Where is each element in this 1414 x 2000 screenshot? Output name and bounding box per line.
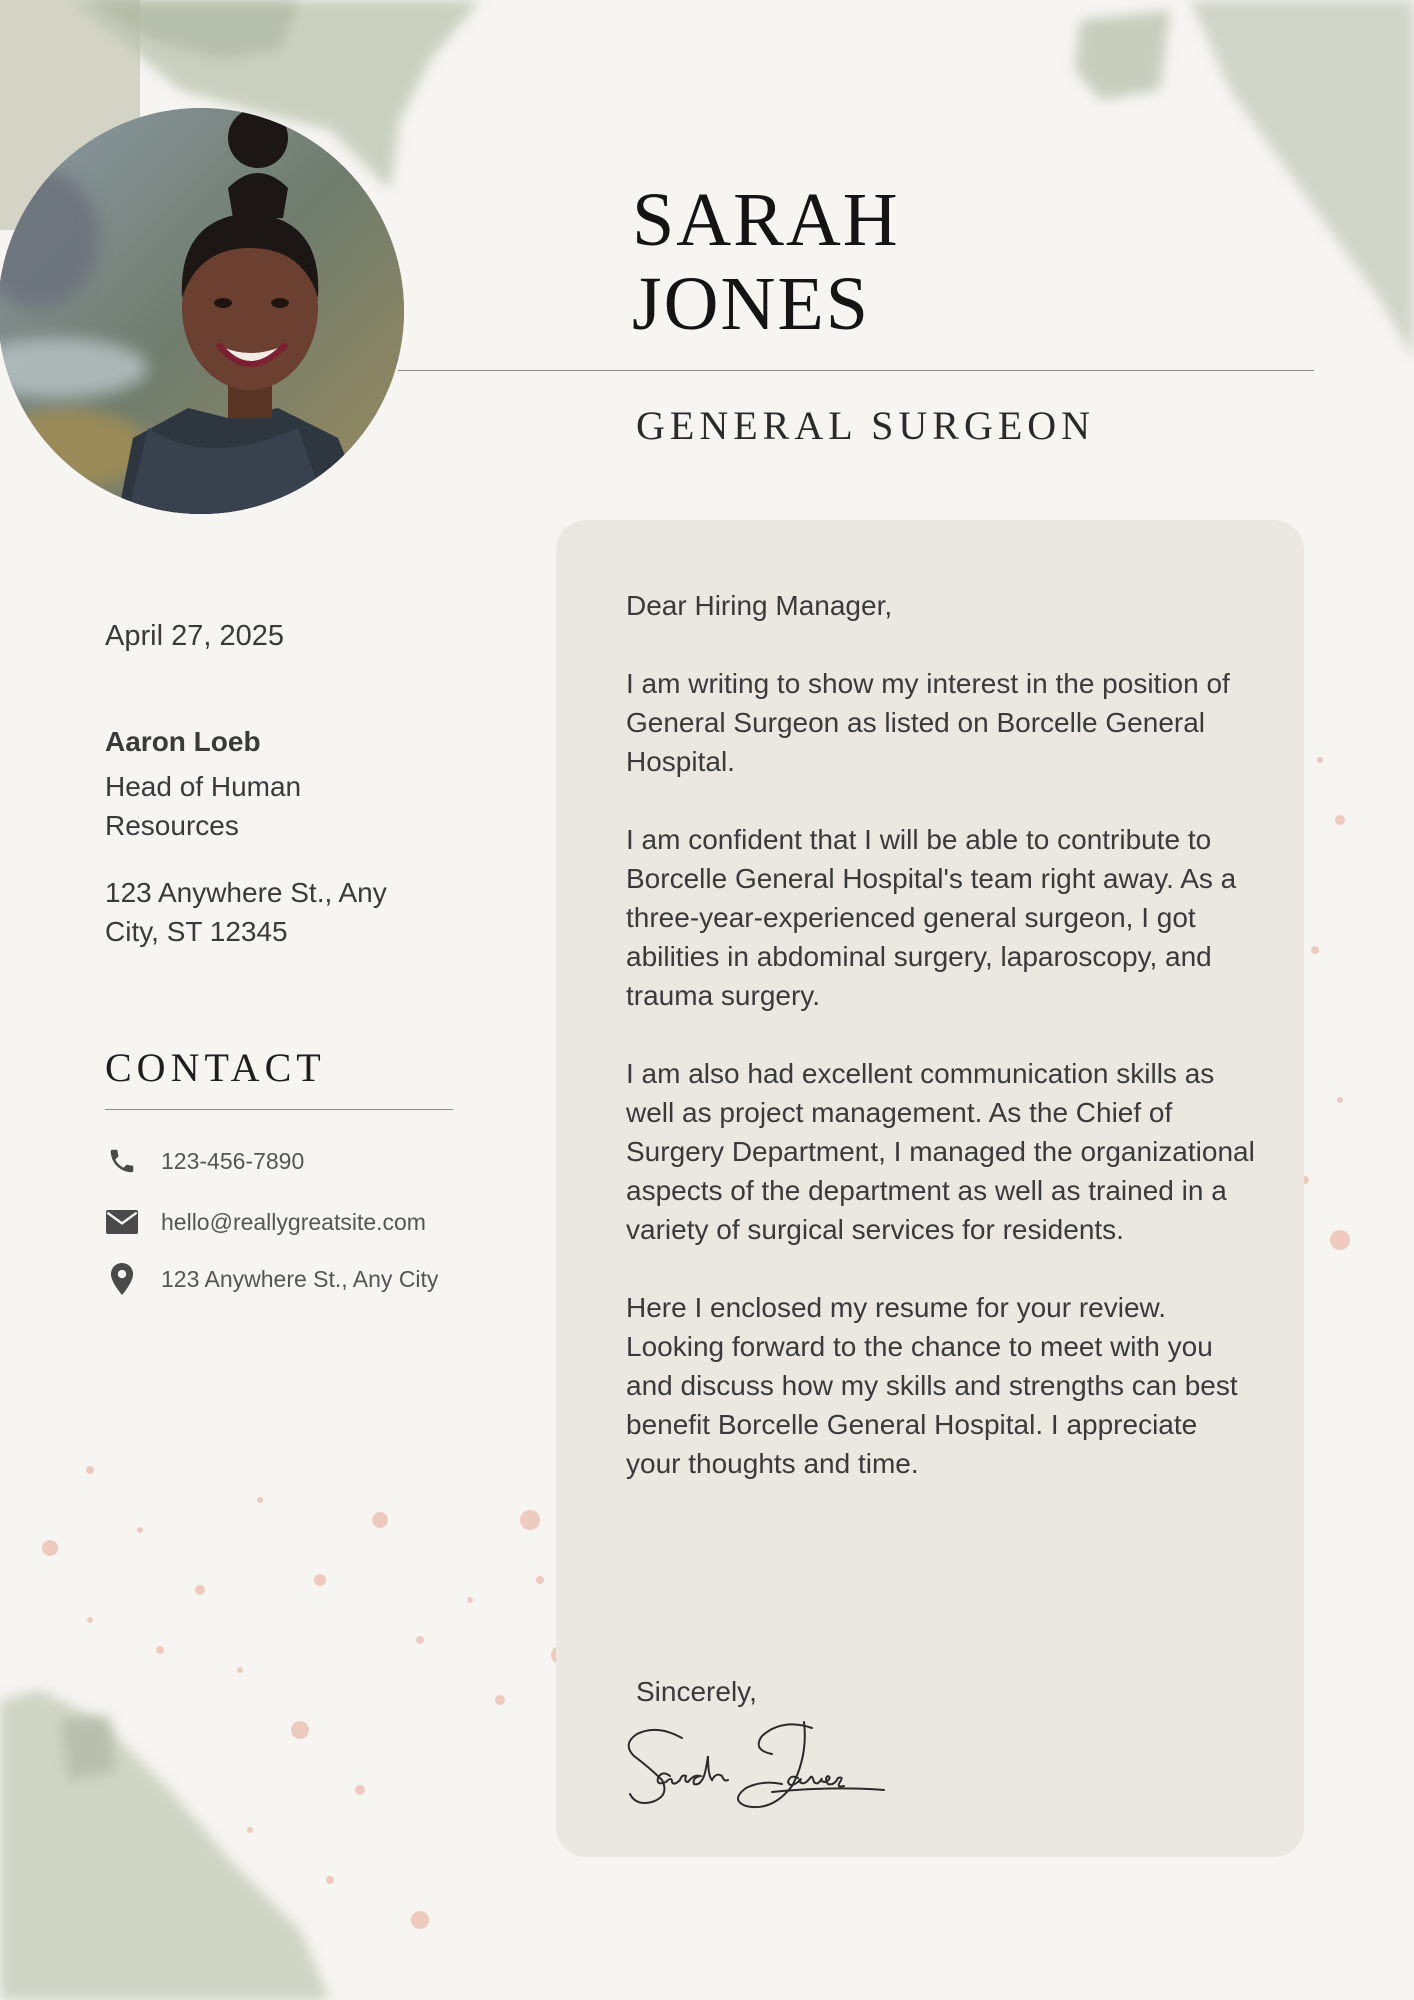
last-name: JONES [632,262,871,346]
first-name: SARAH [632,178,900,262]
location-pin-icon [105,1262,139,1296]
contact-divider [105,1109,453,1110]
letter-paragraph-1: I am writing to show my interest in the position of General Surgeon as listed on Borcelle General Hospital. [626,668,1230,777]
letter-closing: Sincerely, [636,1676,757,1707]
portrait-photo [0,108,404,514]
recipient-address-line2: City, ST 12345 [105,916,288,947]
contact-address [105,1262,438,1296]
phone-icon [105,1144,139,1178]
recipient-address-line1: 123 Anywhere St., Any [105,877,387,908]
signature-graphic [622,1716,892,1826]
street-address: 123 Anywhere St., Any City [161,1265,439,1292]
letter-paragraph-3: I am also had excellent communication skills as well as project management. As the Chief of Surgery Department, I managed the organizational aspects of the department as well as trained in a variety of surgical services for residents. [626,1058,1255,1245]
letter-greeting: Dear Hiring Manager, [626,590,893,621]
contact-heading: CONTACT [105,1045,326,1090]
header-divider [398,370,1314,371]
letter-body [626,586,1256,1522]
contact-email [105,1205,426,1239]
recipient-title-line1: Head of Human [105,771,302,802]
contact-phone [105,1144,304,1178]
email-address: hello@reallygreatsite.com [161,1208,426,1235]
signature [622,1716,892,1831]
job-title: GENERAL SURGEON [636,403,1096,448]
recipient-block [105,722,387,951]
recipient-name: Aaron Loeb [105,726,261,757]
applicant-name [632,178,900,346]
letter-paragraph-2: I am confident that I will be able to contribute to Borcelle General Hospital's team right away. As a three-year-experienced general surgeon, I got abilities in abdominal surgery, laparoscopy, and trauma surgery. [626,824,1237,1011]
letter-date: April 27, 2025 [105,620,284,652]
mail-icon [105,1205,139,1239]
letter-paragraph-4: Here I enclosed my resume for your review. Looking forward to the chance to meet with you and discuss how my skills and strengths can best benefit Borcelle General Hospital. I appreciate your thoughts and time. [626,1292,1238,1479]
portrait-illustration [0,108,404,514]
phone-number: 123-456-7890 [161,1147,305,1174]
recipient-title-line2: Resources [105,810,239,841]
